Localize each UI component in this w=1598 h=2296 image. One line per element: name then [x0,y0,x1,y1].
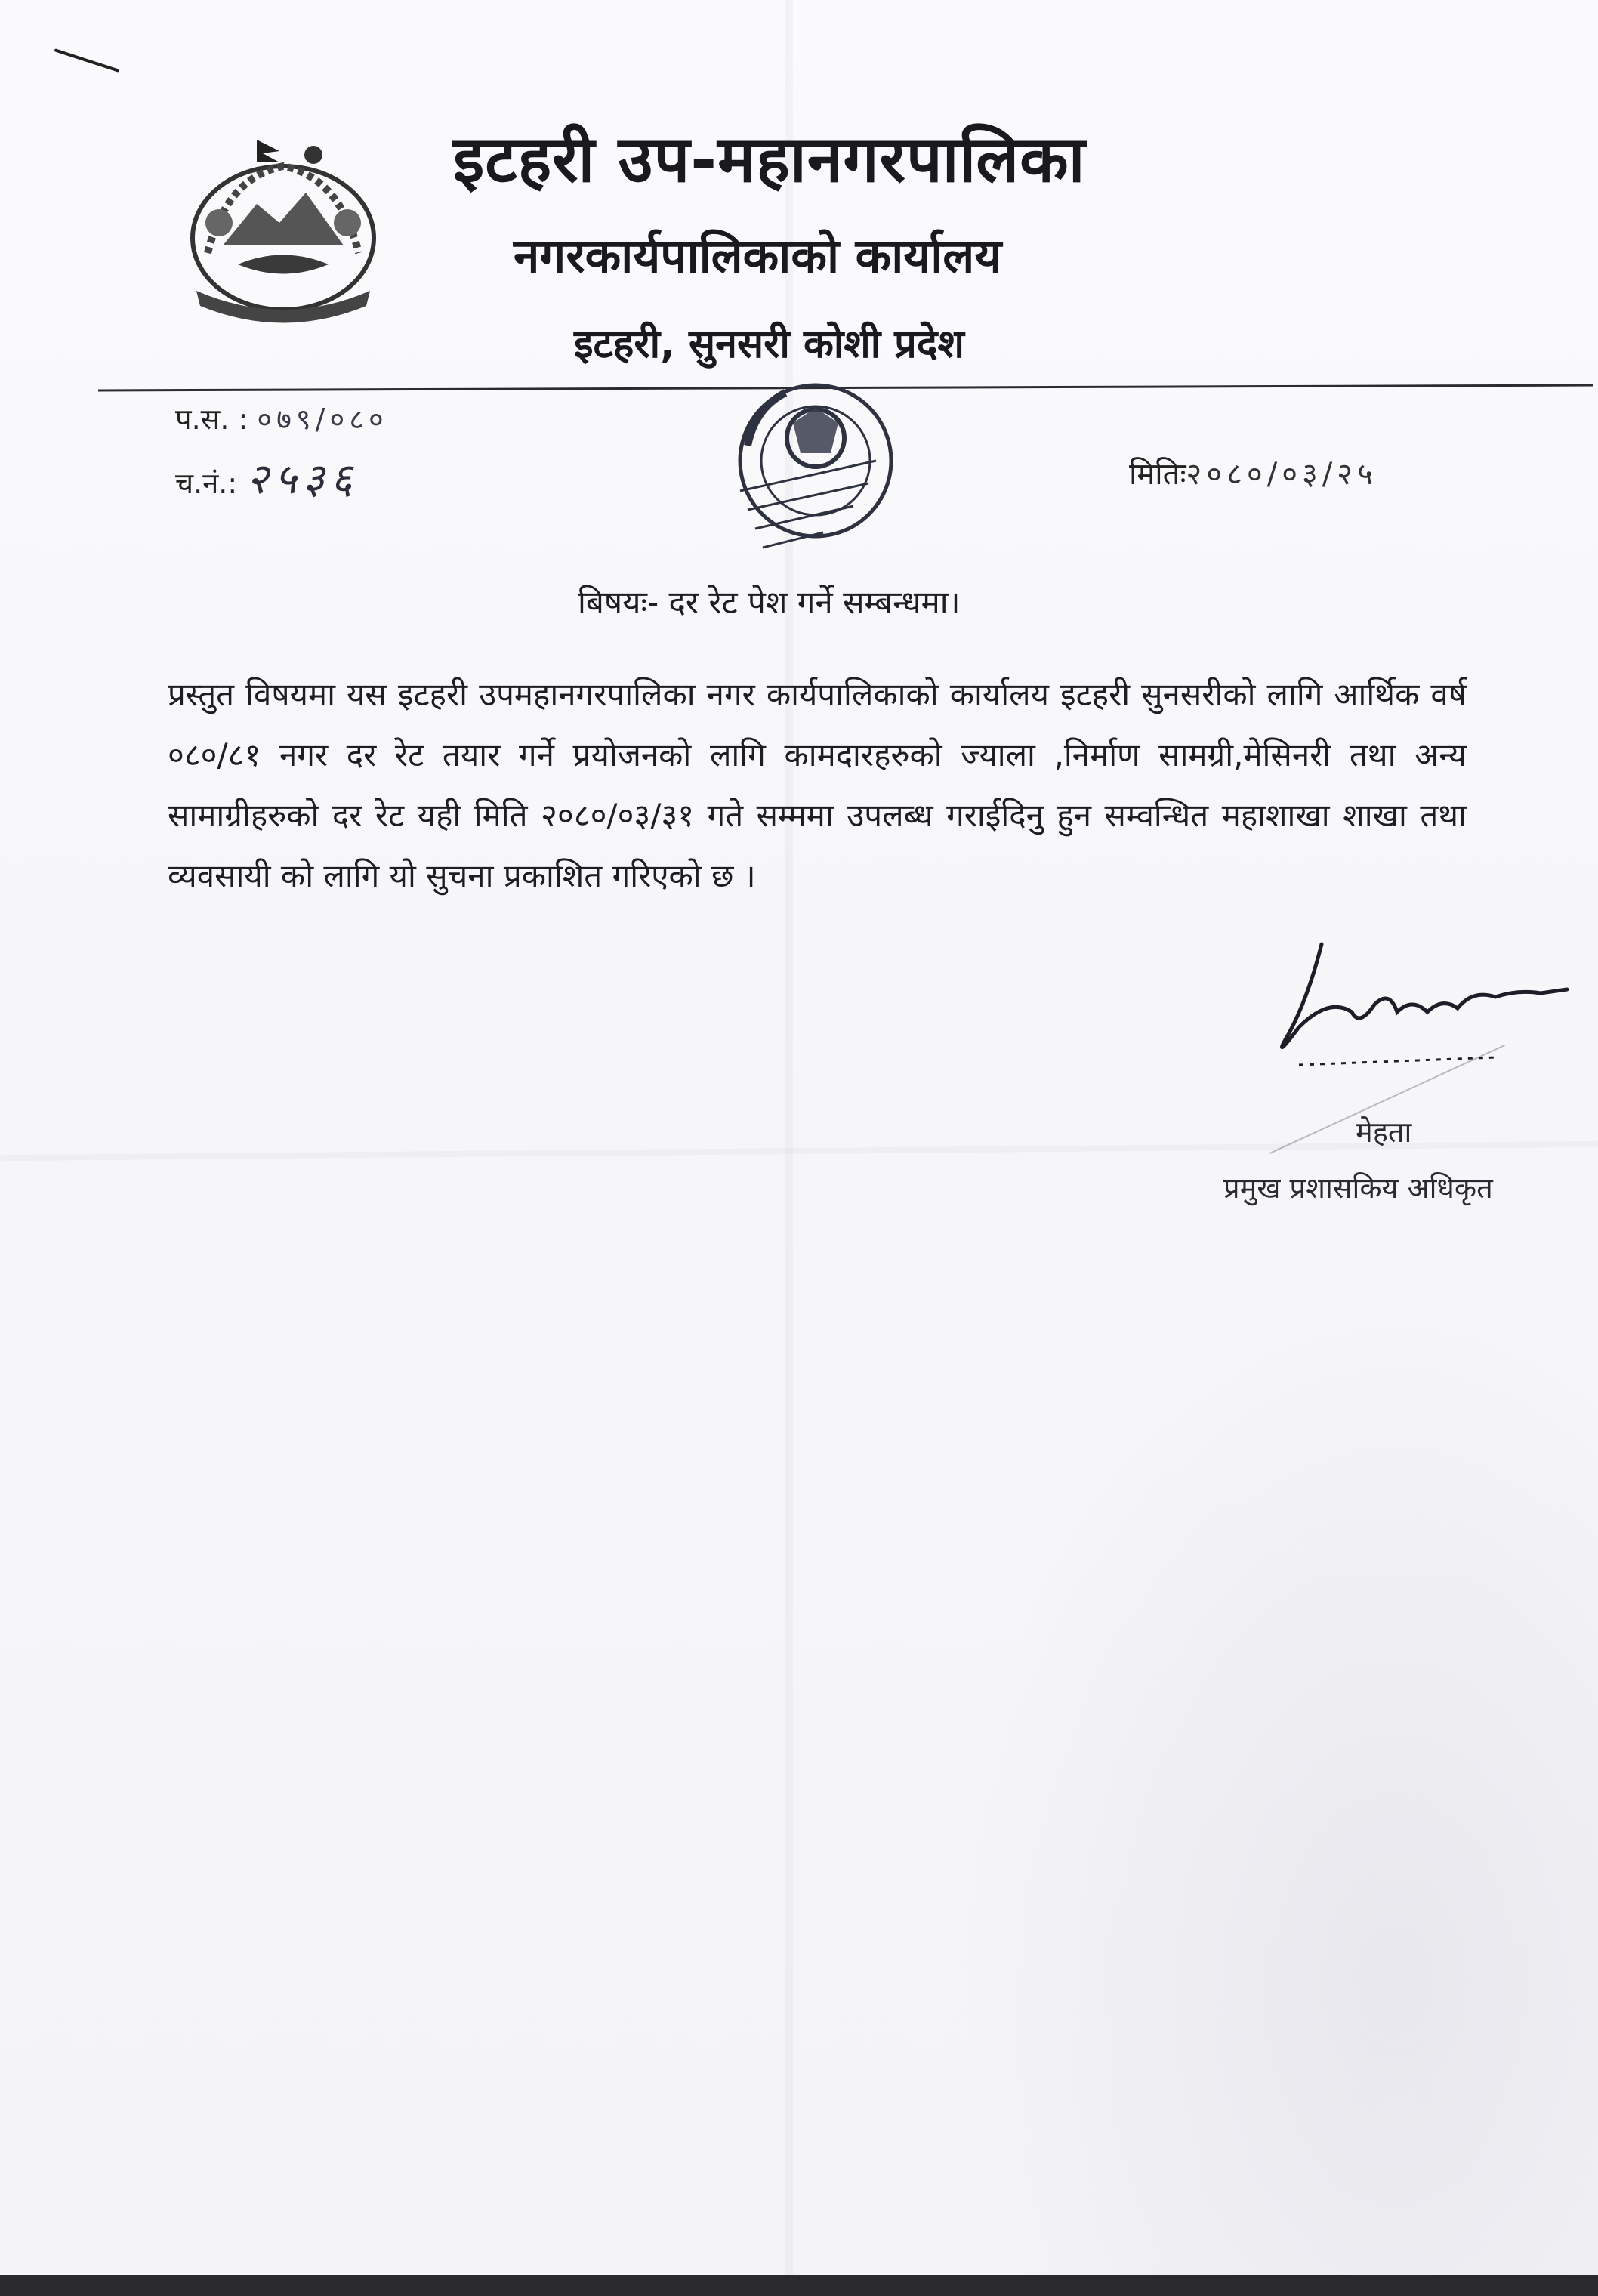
date-label: मितिः [1129,457,1186,492]
reference-cn [175,449,359,506]
scan-edge [0,2275,1598,2296]
signatory-name: मेहता [1356,1116,1412,1149]
name-stamp-icon [1239,1031,1541,1182]
nepal-emblem-icon [166,132,400,336]
ps-label: प.स. : [175,403,248,436]
office-seal-icon [702,363,929,589]
office-title: इटहरी उप-महानगरपालिका [453,122,1086,196]
letter-date [1129,452,1377,493]
ps-value: ०७९/०८० [257,403,388,436]
paper-shadow [918,1239,1598,2296]
signatory-title: प्रमुख प्रशासकिय अधिकृत [1223,1171,1493,1205]
office-address: इटहरी, सुनसरी कोशी प्रदेश [574,322,964,367]
letter-body: प्रस्तुत विषयमा यस इटहरी उपमहानगरपालिका नगर कार्यपालिकाको कार्यालय इटहरी सुनसरीको लागि आर्थिक वर्ष ०८०/८१ नगर दर रेट तयार गर्ने प्रयोजनको लागि कामदारहरुको ज्याला ,निर्माण सामग्री,मेसिनरी तथा अन्य सामाग्रीहरुको दर रेट यही मिति २०८०/०३/३१ गते सम्ममा उपलब्ध गराईदिनु हुन सम्वन्धित महाशाखा शाखा तथा व्यवसायी को लागि यो सुचना प्रकाशित गरिएको छ । [168,676,1467,894]
reference-ps [175,399,388,438]
cn-value: २५३६ [246,455,359,504]
office-subtitle: नगरकार्यपालिकाको कार्यालय [514,228,1002,283]
pen-mark [54,48,120,73]
date-value: २०८०/०३/२५ [1186,457,1377,492]
letter-subject: बिषयः- दर रेट पेश गर्ने सम्बन्धमा। [578,584,961,621]
cn-label: च.नं.: [175,467,238,500]
